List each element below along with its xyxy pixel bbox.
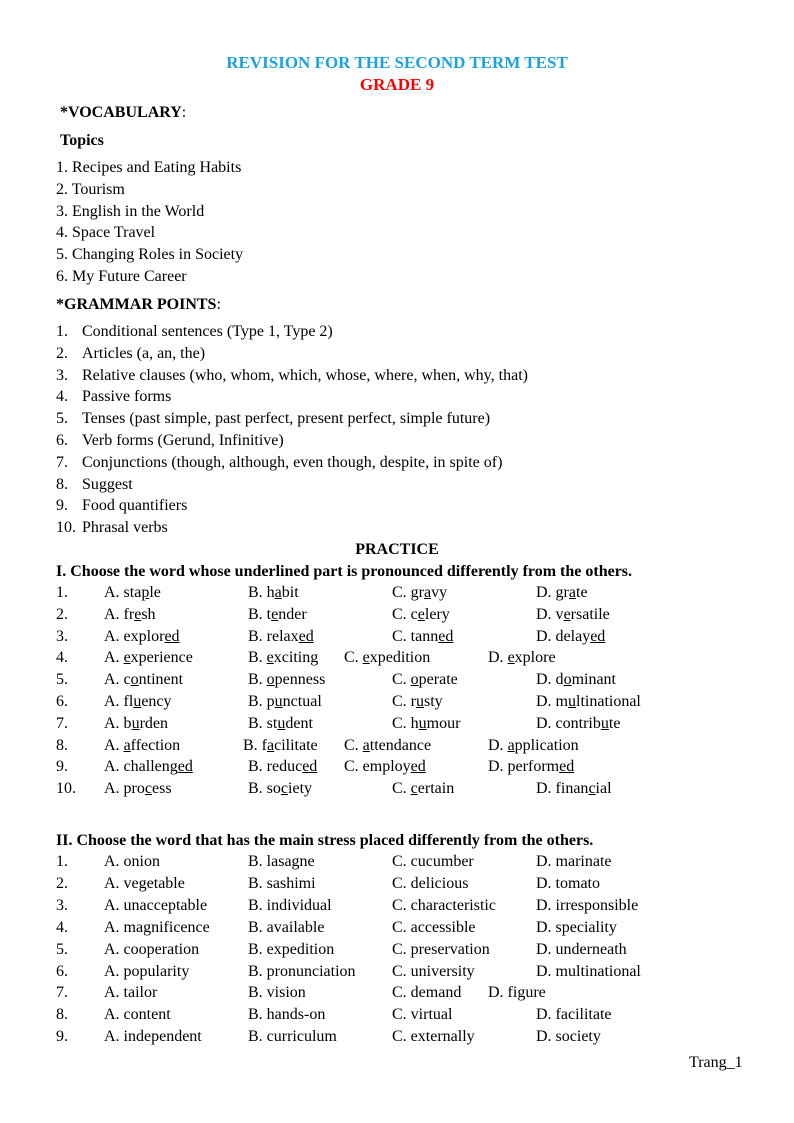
answer-option: D. facilitate [536,1006,612,1024]
question-row [0,962,794,982]
answer-option: D. financial [536,780,612,798]
answer-option: B. hands-on [248,1006,326,1024]
section2-instruction: II. Choose the word that has the main stress placed differently from the others. [56,832,594,849]
answer-option: B. lasagne [248,853,315,870]
question-number: 8. [56,1006,68,1024]
underlined-part: a [123,736,131,754]
grammar-text: Verb forms (Gerund, Infinitive) [82,432,284,449]
question-row [0,983,794,1003]
question-number: 9. [56,758,68,776]
topic-item: 3. English in the World [56,202,205,220]
answer-option: D. contribute [536,714,621,732]
question-row [0,1027,794,1047]
answer-option: A. continent [104,671,184,689]
grade-title: GRADE 9 [359,75,435,94]
answer-option: C. preservation [392,940,490,958]
answer-option: A. challenged [104,758,193,776]
grammar-number: 8. [56,475,68,493]
answer-option: B. individual [248,896,332,914]
underlined-part: ed [177,758,193,776]
answer-option: C. demand [392,984,462,1002]
underlined-part: a [507,736,515,754]
underlined-part: a [568,584,576,601]
underlined-part: o [410,671,419,689]
answer-option: D. tomato [536,874,600,892]
grammar-heading: *GRAMMAR POINTS: [56,296,221,313]
underlined-part: u [131,714,140,732]
grammar-number: 6. [56,432,68,449]
question-number: 9. [56,1028,68,1046]
answer-option: D. irresponsible [536,896,639,914]
underlined-part: o [266,671,275,689]
question-row [0,583,794,603]
underlined-part: p [141,584,150,601]
question-number: 6. [56,962,68,980]
answer-option: A. unacceptable [104,896,208,914]
answer-option: C. operate [392,671,458,689]
answer-option: D. versatile [536,605,610,623]
answer-option: A. fluency [104,693,172,710]
question-number: 8. [56,736,68,754]
answer-option: C. rusty [392,693,443,710]
answer-option: A. affection [104,736,181,754]
topic-item: 4. Space Travel [56,224,156,242]
grammar-text: Suggest [82,475,133,493]
grammar-number: 1. [56,323,68,340]
underlined-part: ed [438,627,454,645]
answer-option: A. burden [104,714,168,732]
answer-option: C. certain [392,780,455,798]
underlined-part: ed [164,627,180,645]
answer-option: B. available [248,918,325,936]
underlined-part: a [424,584,432,601]
question-row [0,692,794,712]
practice-heading: PRACTICE [355,541,439,558]
underlined-part: c [410,780,418,798]
answer-option: D. delayed [536,627,606,645]
grammar-text: Passive forms [82,388,172,406]
answer-option: D. performed [488,758,575,776]
question-row [0,714,794,734]
answer-option: D. grate [536,584,588,601]
question-number: 7. [56,714,68,732]
question-number: 10. [56,780,76,798]
question-row [0,874,794,894]
page-number: Trang_1 [689,1054,743,1071]
question-number: 4. [56,649,68,667]
answer-option: A. popularity [104,962,190,980]
question-row [0,736,794,756]
question-row [0,670,794,690]
underlined-part: a [267,736,275,754]
answer-option: C. cucumber [392,853,474,870]
answer-option: B. student [248,714,313,732]
answer-option: B. punctual [248,693,322,710]
answer-option: D. figure [488,984,546,1002]
answer-option: D. multinational [536,693,641,710]
answer-option: B. tender [248,605,307,623]
answer-option: B. sashimi [248,874,316,892]
answer-option: C. delicious [392,874,469,892]
answer-option: D. dominant [536,671,616,689]
underlined-part: e [266,649,274,667]
underlined-part: u [418,714,427,732]
answer-option: B. curriculum [248,1028,337,1046]
question-number: 7. [56,984,68,1002]
answer-option: B. habit [248,584,299,601]
section1-instruction: I. Choose the word whose underlined part is pronounced differently from the others. [56,563,633,580]
question-number: 3. [56,896,68,914]
underlined-part: ed [302,758,318,776]
underlined-part: e [271,605,279,623]
question-row [0,627,794,647]
answer-option: A. fresh [104,605,156,623]
underlined-part: ed [590,627,606,645]
question-number: 2. [56,874,68,892]
grammar-number: 7. [56,453,68,471]
grammar-text: Tenses (past simple, past perfect, present perfect, simple future) [82,410,491,428]
underlined-part: e [507,649,515,667]
question-row [0,605,794,625]
topic-item: 1. Recipes and Eating Habits [56,159,242,176]
answer-option: C. university [392,962,475,980]
grammar-number: 3. [56,366,68,384]
topic-item: 2. Tourism [56,180,125,198]
underlined-part: e [134,605,142,623]
answer-option: A. content [104,1006,171,1024]
question-row [0,757,794,777]
underlined-part: c [588,780,596,798]
question-row [0,779,794,799]
underlined-part: c [280,780,289,798]
topic-item: 6. My Future Career [56,268,187,285]
answer-option: C. humour [392,714,461,732]
question-number: 6. [56,693,68,710]
answer-option: A. onion [104,853,160,870]
answer-option: D. explore [488,649,556,667]
grammar-number: 2. [56,344,68,362]
answer-option: A. cooperation [104,940,200,958]
answer-option: C. tanned [392,627,454,645]
underlined-part: e [362,649,370,667]
answer-option: D. multinational [536,962,641,980]
question-number: 1. [56,853,68,870]
grammar-number: 4. [56,388,68,406]
answer-option: C. employed [344,758,426,776]
underlined-part: o [563,671,572,689]
underlined-part: ed [298,627,314,645]
question-row [0,1005,794,1025]
underlined-part: a [274,584,282,601]
underlined-part: u [600,714,609,732]
underlined-part: u [416,693,424,710]
answer-option: A. process [104,780,172,798]
question-number: 5. [56,671,68,689]
answer-option: C. characteristic [392,896,496,914]
question-row [0,896,794,916]
answer-option: C. accessible [392,918,476,936]
grammar-text: Conjunctions (though, although, even though, despite, in spite of) [82,453,503,471]
underlined-part: ed [559,758,575,776]
answer-option: A. explored [104,627,180,645]
question-row [0,648,794,668]
page-title: REVISION FOR THE SECOND TERM TEST [226,53,568,72]
answer-option: C. externally [392,1028,475,1046]
topic-item: 5. Changing Roles in Society [56,246,244,264]
question-row [0,852,794,872]
grammar-number: 5. [56,410,68,428]
answer-option: D. speciality [536,918,617,936]
question-row [0,940,794,960]
answer-option: C. celery [392,605,450,623]
answer-option: A. staple [104,584,161,601]
question-number: 2. [56,605,68,623]
answer-option: C. virtual [392,1006,453,1024]
answer-option: A. vegetable [104,874,185,892]
answer-option: A. tailor [104,984,158,1002]
topics-heading: Topics [60,132,104,149]
underlined-part: a [362,736,370,754]
answer-option: D. application [488,736,579,754]
question-row [0,918,794,938]
vocabulary-heading: *VOCABULARY: [60,104,187,121]
grammar-number: 10. [56,519,76,537]
answer-option: B. relaxed [248,627,314,645]
underlined-part: e [417,605,425,623]
underlined-part: ed [410,758,426,776]
grammar-number: 9. [56,497,68,515]
answer-option: B. pronunciation [248,962,356,980]
underlined-part: u [277,714,286,732]
answer-option: B. expedition [248,940,335,958]
answer-option: D. underneath [536,940,627,958]
question-number: 1. [56,584,68,601]
answer-option: A. independent [104,1028,202,1046]
underlined-part: e [123,649,131,667]
question-number: 3. [56,627,68,645]
answer-option: B. reduced [248,758,318,776]
grammar-text: Conditional sentences (Type 1, Type 2) [82,323,333,340]
answer-option: B. exciting [248,649,319,667]
answer-option: B. facilitate [243,736,318,754]
underlined-part: u [133,693,142,710]
grammar-text: Food quantifiers [82,497,188,515]
underlined-part: u [274,693,283,710]
answer-option: A. experience [104,649,193,667]
underlined-part: e [563,605,571,623]
grammar-text: Articles (a, an, the) [82,344,206,362]
grammar-text: Relative clauses (who, whom, which, whose, where, when, why, that) [82,366,528,384]
underlined-part: u [568,693,576,710]
answer-option: C. expedition [344,649,431,667]
question-number: 4. [56,918,68,936]
answer-option: C. attendance [344,736,432,754]
underlined-part: c [144,780,152,798]
answer-option: B. society [248,780,313,798]
answer-option: D. society [536,1028,601,1046]
answer-option: A. magnificence [104,918,210,936]
question-number: 5. [56,940,68,958]
answer-option: B. openness [248,671,326,689]
answer-option: B. vision [248,984,306,1002]
underlined-part: o [130,671,139,689]
answer-option: D. marinate [536,853,612,870]
answer-option: C. gravy [392,584,448,601]
grammar-text: Phrasal verbs [82,519,168,537]
